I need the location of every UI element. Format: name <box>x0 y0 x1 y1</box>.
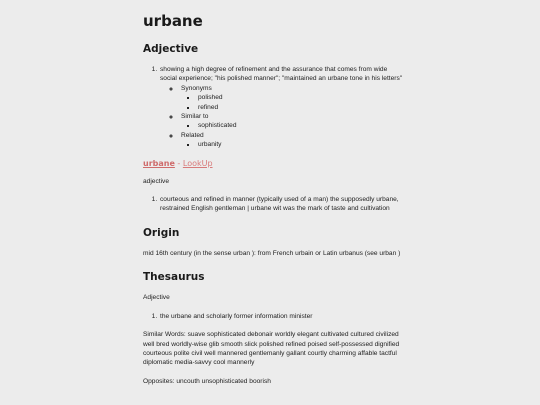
related-item: ▪ urbanity <box>197 140 403 149</box>
thesaurus-list <box>143 312 403 321</box>
similar-item: ▪ sophisticated <box>197 121 403 130</box>
adjective-heading: Adjective <box>143 43 199 55</box>
similar-list <box>181 121 403 130</box>
origin-heading: Origin <box>143 226 180 239</box>
origin-text: mid 16th century (in the sense urban ): from French urbain or Latin urbanus (see urban ) <box>143 249 401 257</box>
synonym-item: ▪ polished <box>197 93 403 102</box>
lookup-link[interactable]: LookUp <box>182 158 213 168</box>
part-of-speech: adjective <box>143 177 170 185</box>
synonyms-group <box>180 84 403 112</box>
lookup-line[interactable] <box>143 159 403 168</box>
opposites: Opposites: uncouth unsophisticated boorish <box>143 377 271 385</box>
related-group <box>180 131 403 150</box>
similar-words: Similar Words: suave sophisticated debonair worldly elegant cultivated cultured civilized well bred worldly-wise glib smooth slick polished refined poised self-possessed dignified courteous polite civil well mannered gentlemanly gallant courtly charming affable tactful diplomatic media-savvy cool mannerly <box>143 331 400 367</box>
similar-label: Similar to <box>181 113 209 121</box>
definition-item <box>159 65 403 150</box>
thesaurus-pos: Adjective <box>143 294 170 302</box>
definition-text: showing a high degree of refinement and the assurance that comes from wide social experience; "his polished manner"; "maintained an urbane tone in his letters" <box>160 66 403 83</box>
similar-group <box>180 112 403 131</box>
entry-content <box>143 12 403 386</box>
synonyms-label: Synonyms <box>181 84 212 92</box>
definition-list <box>143 65 403 150</box>
synonyms-list <box>181 93 403 112</box>
lookup-definition-list <box>143 195 403 214</box>
thesaurus-heading: Thesaurus <box>143 271 205 284</box>
synonym-item: ▪ refined <box>197 103 403 112</box>
lookup-separator: - <box>174 158 183 168</box>
thesaurus-example: 1. the urbane and scholarly former information minister <box>159 312 403 321</box>
entry-word: urbane <box>143 12 203 30</box>
related-list <box>181 140 403 149</box>
lookup-word-link[interactable]: urbane <box>143 158 175 168</box>
lookup-definition-item: 1. courteous and refined in manner (typically used of a man) the supposedly urbane, restrained English gentleman | urbane wit was the mark of taste and cultivation <box>159 195 403 214</box>
related-label: Related <box>181 131 204 139</box>
relations-list <box>160 84 403 150</box>
